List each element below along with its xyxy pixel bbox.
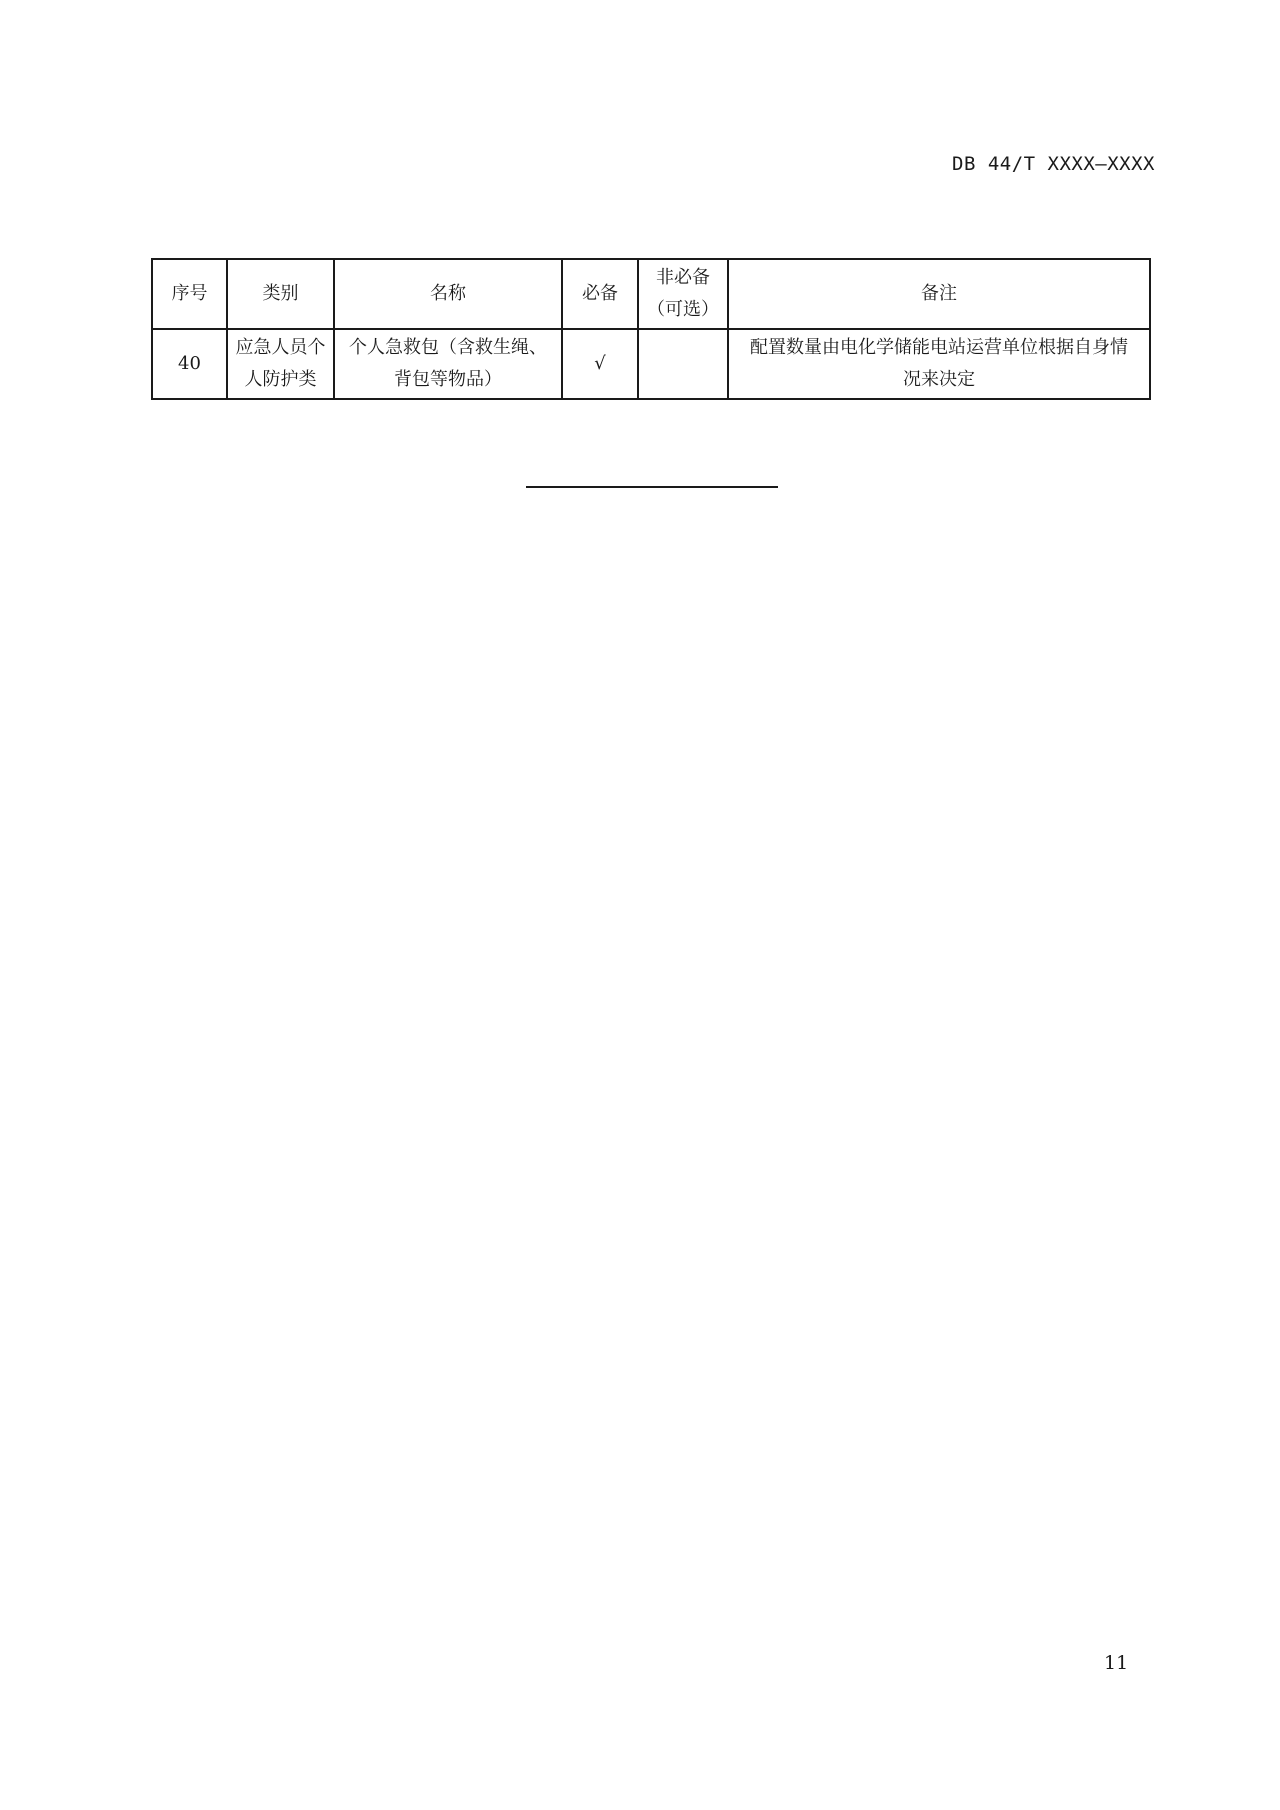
page-number: 11 [1104,1652,1129,1674]
equipment-table [151,258,1151,400]
cell-name [334,329,562,399]
cell-required-check: √ [562,329,638,399]
cell-category-line1: 应急人员个 [235,337,326,358]
header-optional-line2: （可选） [647,299,719,320]
header-optional [638,259,728,329]
cell-remarks-line1: 配置数量由电化学储能电站运营单位根据自身情 [750,337,1128,358]
cell-seq: 40 [152,329,227,399]
header-name: 名称 [334,259,562,329]
cell-remarks [728,329,1150,399]
end-of-document-rule [526,486,778,488]
table-header-row [152,259,1150,329]
cell-optional [638,329,728,399]
header-category: 类别 [227,259,334,329]
header-optional-line1: 非必备 [656,267,710,288]
cell-name-line2: 背包等物品） [394,369,502,390]
cell-category-line2: 人防护类 [244,369,317,390]
document-code: DB 44/T XXXX—XXXX [952,153,1155,175]
header-required: 必备 [562,259,638,329]
cell-category [227,329,334,399]
table-row [152,329,1150,399]
header-seq: 序号 [152,259,227,329]
cell-remarks-line2: 况来决定 [903,369,975,390]
cell-name-line1: 个人急救包（含救生绳、 [349,337,547,358]
header-remarks: 备注 [728,259,1150,329]
